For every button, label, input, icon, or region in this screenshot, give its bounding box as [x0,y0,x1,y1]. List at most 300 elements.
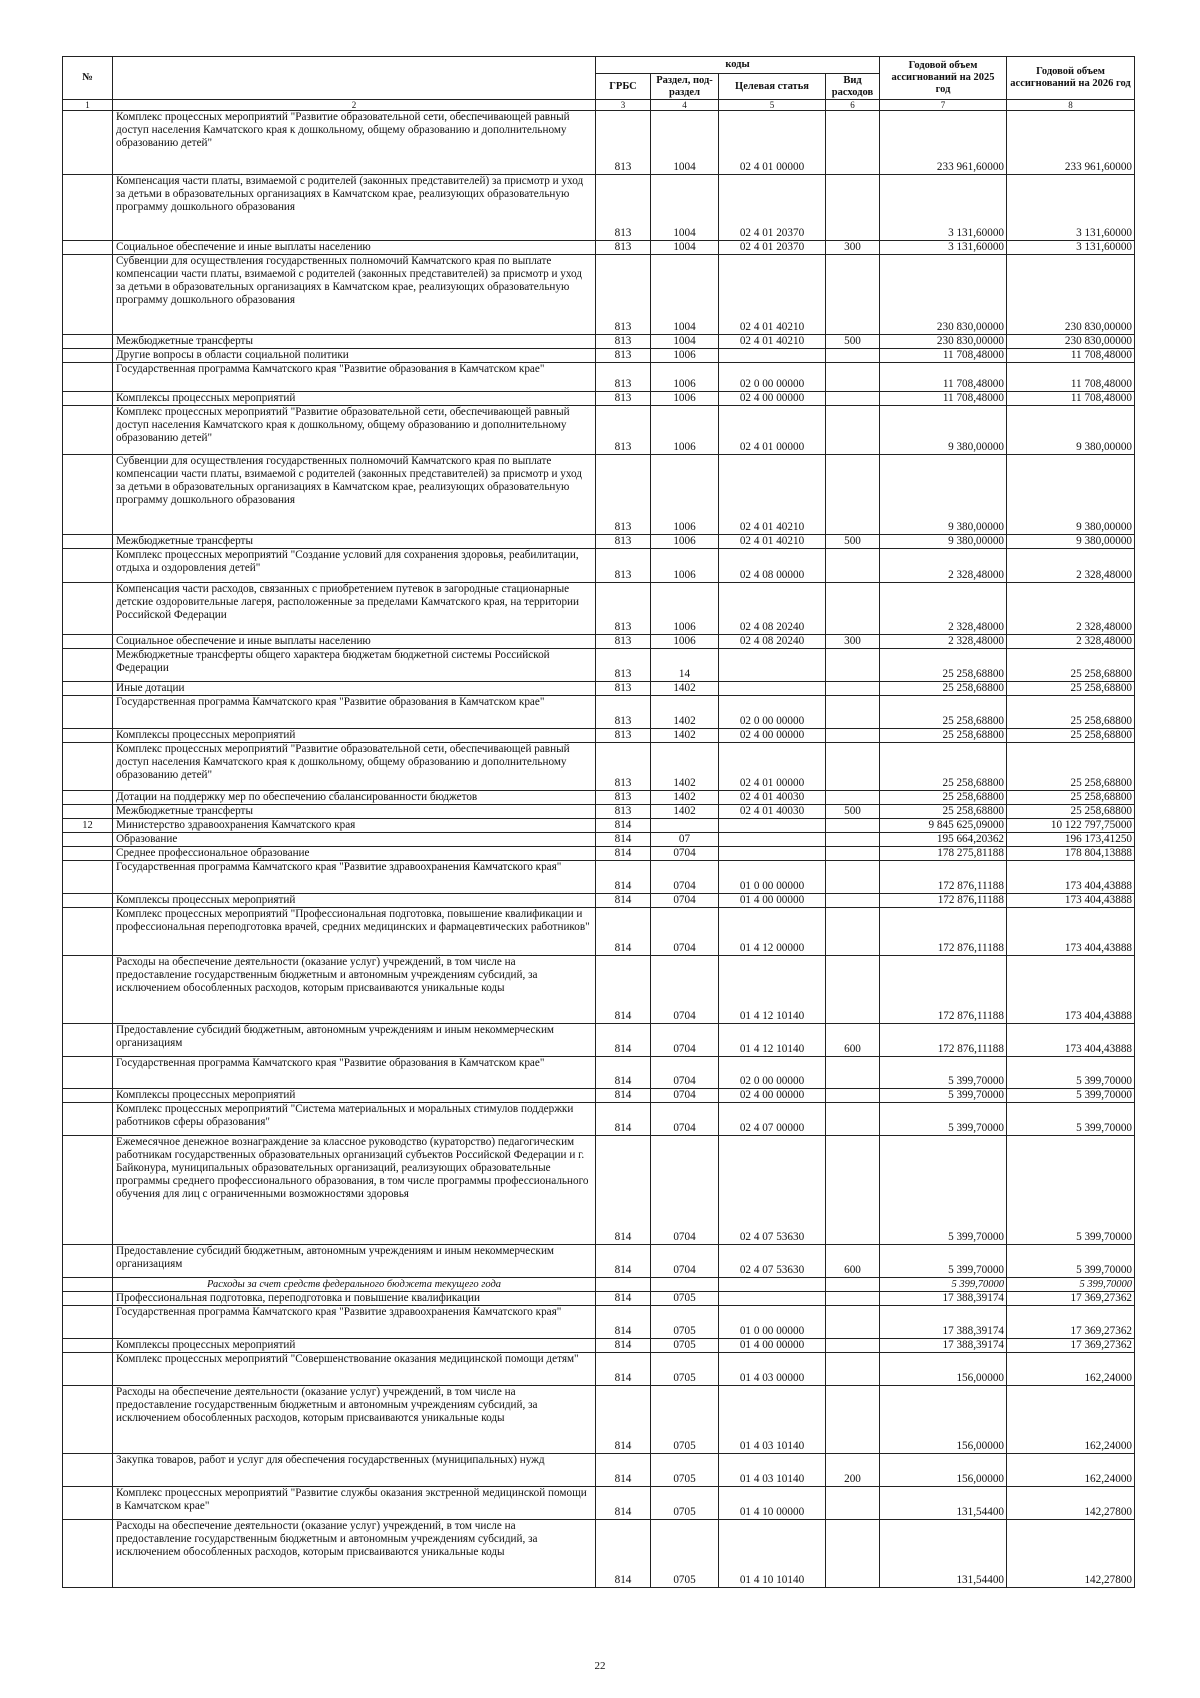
row-name: Государственная программа Камчатского края "Развитие образования в Камчатском крае" [113,1057,596,1089]
row-target-article: 01 4 03 10140 [719,1454,826,1487]
row-section: 1004 [651,335,719,349]
row-section: 1006 [651,549,719,583]
row-number [63,1386,113,1454]
budget-table-sheet [62,56,1134,1588]
row-grbs [596,1278,651,1292]
row-target-article: 02 4 00 00000 [719,392,826,406]
row-amount-2025: 25 258,68800 [880,743,1007,791]
table-row [63,1353,1135,1386]
row-expense-type: 200 [826,1454,880,1487]
row-amount-2025: 11 708,48000 [880,392,1007,406]
row-grbs: 814 [596,894,651,908]
row-number [63,406,113,455]
row-amount-2026: 3 131,60000 [1007,241,1135,255]
row-section: 0704 [651,861,719,894]
row-section [651,1278,719,1292]
row-section: 1402 [651,743,719,791]
row-amount-2026: 2 328,48000 [1007,549,1135,583]
table-row [63,1487,1135,1520]
row-grbs: 814 [596,956,651,1024]
row-target-article: 02 4 01 40030 [719,805,826,819]
row-grbs: 814 [596,1245,651,1278]
row-expense-type [826,729,880,743]
row-amount-2025: 9 380,00000 [880,535,1007,549]
row-grbs: 814 [596,1353,651,1386]
row-number [63,1292,113,1306]
row-name: Социальное обеспечение и иные выплаты населению [113,241,596,255]
row-name: Государственная программа Камчатского края "Развитие здравоохранения Камчатского края" [113,861,596,894]
row-target-article: 01 0 00 00000 [719,1306,826,1339]
row-amount-2025: 25 258,68800 [880,649,1007,682]
column-number: 5 [719,100,826,111]
row-amount-2025: 230 830,00000 [880,335,1007,349]
row-target-article: 01 4 10 10140 [719,1520,826,1588]
row-grbs: 814 [596,1024,651,1057]
row-amount-2025: 11 708,48000 [880,363,1007,392]
row-name: Дотации на поддержку мер по обеспечению сбалансированности бюджетов [113,791,596,805]
row-section: 1006 [651,455,719,535]
table-row [63,1103,1135,1136]
row-section: 0704 [651,847,719,861]
row-name: Комплекс процессных мероприятий "Развитие образовательной сети, обеспечивающей равный доступ населения Камчатского края к дошкольному, общему образованию и дополнительному образованию детей" [113,406,596,455]
row-name: Социальное обеспечение и иные выплаты населению [113,635,596,649]
row-name: Расходы за счет средств федерального бюджета текущего года [113,1278,596,1292]
row-section: 0705 [651,1386,719,1454]
row-name: Министерство здравоохранения Камчатского края [113,819,596,833]
row-number [63,1103,113,1136]
row-amount-2026: 9 380,00000 [1007,535,1135,549]
row-target-article: 01 0 00 00000 [719,861,826,894]
row-amount-2026: 17 369,27362 [1007,1306,1135,1339]
row-target-article [719,1292,826,1306]
row-name: Ежемесячное денежное вознаграждение за классное руководство (кураторство) педагогическим работникам государственных образовательных организаций субъектов Российской Федерации и г. Байконура, муниципальных образовательных организаций, реализующих образовательные программы среднего профессионального образования, в том числе программы профессионального обучения для лиц с ограниченными возможностями здоровья [113,1136,596,1245]
row-expense-type [826,819,880,833]
row-section: 1006 [651,583,719,635]
table-row [63,908,1135,956]
row-grbs: 813 [596,791,651,805]
row-amount-2025: 131,54400 [880,1487,1007,1520]
row-expense-type [826,1386,880,1454]
row-target-article [719,349,826,363]
row-grbs: 814 [596,1520,651,1588]
column-numbers-row [63,100,1135,111]
row-grbs: 814 [596,861,651,894]
row-amount-2025: 172 876,11188 [880,894,1007,908]
row-grbs: 813 [596,363,651,392]
table-row [63,549,1135,583]
row-target-article: 02 4 00 00000 [719,729,826,743]
row-section: 1402 [651,791,719,805]
row-section: 0704 [651,894,719,908]
row-target-article: 02 4 01 40210 [719,455,826,535]
row-amount-2025: 9 380,00000 [880,406,1007,455]
row-name: Иные дотации [113,682,596,696]
row-grbs: 813 [596,549,651,583]
row-amount-2026: 173 404,43888 [1007,908,1135,956]
row-amount-2026: 25 258,68800 [1007,696,1135,729]
table-row [63,805,1135,819]
row-grbs: 813 [596,729,651,743]
row-section: 07 [651,833,719,847]
row-amount-2026: 3 131,60000 [1007,175,1135,241]
row-amount-2025: 5 399,70000 [880,1103,1007,1136]
row-expense-type [826,1136,880,1245]
row-target-article: 02 4 07 53630 [719,1245,826,1278]
row-target-article: 02 4 00 00000 [719,1089,826,1103]
row-number [63,1245,113,1278]
row-number [63,847,113,861]
column-number: 2 [113,100,596,111]
row-amount-2026: 5 399,70000 [1007,1245,1135,1278]
row-grbs: 813 [596,255,651,335]
row-name: Комплекс процессных мероприятий "Создание условий для сохранения здоровья, реабилитации, отдыха и оздоровления детей" [113,549,596,583]
header-expense: Вид расходов [826,74,880,100]
row-section: 1004 [651,255,719,335]
row-grbs: 813 [596,349,651,363]
row-section: 0704 [651,908,719,956]
table-row [63,649,1135,682]
row-expense-type [826,908,880,956]
table-row [63,696,1135,729]
row-name: Межбюджетные трансферты [113,535,596,549]
row-target-article [719,649,826,682]
row-amount-2026: 173 404,43888 [1007,1024,1135,1057]
row-name: Комплекс процессных мероприятий "Развитие образовательной сети, обеспечивающей равный доступ населения Камчатского края к дошкольному, общему образованию и дополнительному образованию детей" [113,743,596,791]
table-row [63,175,1135,241]
row-section: 1004 [651,175,719,241]
row-target-article: 01 4 12 00000 [719,908,826,956]
row-section: 0704 [651,956,719,1024]
row-number [63,894,113,908]
row-expense-type [826,1520,880,1588]
row-grbs: 814 [596,847,651,861]
row-expense-type: 300 [826,635,880,649]
header-2026: Годовой объем ассигнований на 2026 год [1007,57,1135,100]
row-amount-2025: 230 830,00000 [880,255,1007,335]
row-name: Комплексы процессных мероприятий [113,729,596,743]
row-grbs: 814 [596,1057,651,1089]
row-number [63,1136,113,1245]
row-name: Другие вопросы в области социальной политики [113,349,596,363]
row-section: 0704 [651,1057,719,1089]
row-expense-type [826,649,880,682]
row-number [63,1306,113,1339]
row-name: Комплекс процессных мероприятий "Развитие службы оказания экстренной медицинской помощи в Камчатском крае" [113,1487,596,1520]
row-name: Комплексы процессных мероприятий [113,1089,596,1103]
table-row [63,392,1135,406]
row-expense-type [826,743,880,791]
row-amount-2026: 17 369,27362 [1007,1339,1135,1353]
row-number [63,791,113,805]
row-target-article: 02 4 08 00000 [719,549,826,583]
row-section: 0705 [651,1487,719,1520]
row-expense-type [826,682,880,696]
row-target-article: 02 4 07 00000 [719,1103,826,1136]
row-amount-2025: 25 258,68800 [880,729,1007,743]
row-expense-type [826,1306,880,1339]
row-number [63,696,113,729]
table-row [63,819,1135,833]
table-row [63,111,1135,175]
table-row [63,1136,1135,1245]
column-number: 4 [651,100,719,111]
row-amount-2025: 5 399,70000 [880,1278,1007,1292]
row-number [63,861,113,894]
row-target-article: 02 4 01 40210 [719,255,826,335]
row-section: 1006 [651,535,719,549]
row-number [63,729,113,743]
row-amount-2026: 173 404,43888 [1007,956,1135,1024]
row-grbs: 813 [596,111,651,175]
row-amount-2026: 11 708,48000 [1007,392,1135,406]
row-number [63,833,113,847]
table-row [63,833,1135,847]
table-row [63,255,1135,335]
row-grbs: 813 [596,649,651,682]
row-target-article: 02 0 00 00000 [719,1057,826,1089]
row-name: Закупка товаров, работ и услуг для обеспечения государственных (муниципальных) нужд [113,1454,596,1487]
row-number [63,455,113,535]
row-name: Комплекс процессных мероприятий "Профессиональная подготовка, повышение квалификации и профессиональная переподготовка врачей, средних медицинских и фармацевтических работников" [113,908,596,956]
row-section: 1402 [651,682,719,696]
column-number: 7 [880,100,1007,111]
row-expense-type [826,1089,880,1103]
table-row [63,1245,1135,1278]
column-number: 6 [826,100,880,111]
column-number: 8 [1007,100,1135,111]
row-number [63,175,113,241]
row-name: Расходы на обеспечение деятельности (оказание услуг) учреждений, в том числе на предоставление государственным бюджетным и автономным учреждениям субсидий, за исключением обособленных расходов, которым присваиваются уникальные коды [113,956,596,1024]
row-amount-2026: 9 380,00000 [1007,455,1135,535]
row-name: Предоставление субсидий бюджетным, автономным учреждениям и иным некоммерческим организациям [113,1245,596,1278]
row-target-article [719,847,826,861]
row-number [63,363,113,392]
row-grbs: 813 [596,455,651,535]
row-expense-type: 500 [826,335,880,349]
budget-table [62,56,1135,1588]
row-amount-2026: 173 404,43888 [1007,861,1135,894]
row-target-article: 01 4 00 00000 [719,1339,826,1353]
row-grbs: 813 [596,696,651,729]
row-number: 12 [63,819,113,833]
row-number [63,956,113,1024]
row-number [63,392,113,406]
table-body [63,111,1135,1588]
table-row [63,1024,1135,1057]
row-expense-type [826,1353,880,1386]
row-grbs: 813 [596,535,651,549]
row-expense-type [826,1487,880,1520]
row-target-article [719,819,826,833]
row-target-article: 02 4 01 40210 [719,535,826,549]
row-amount-2025: 3 131,60000 [880,175,1007,241]
row-expense-type [826,1292,880,1306]
row-expense-type [826,833,880,847]
row-target-article: 02 4 08 20240 [719,635,826,649]
row-section: 0705 [651,1306,719,1339]
row-number [63,908,113,956]
table-row [63,1057,1135,1089]
row-amount-2025: 5 399,70000 [880,1136,1007,1245]
row-number [63,241,113,255]
row-target-article: 01 4 12 10140 [719,1024,826,1057]
row-amount-2026: 162,24000 [1007,1454,1135,1487]
row-amount-2026: 25 258,68800 [1007,791,1135,805]
table-row [63,583,1135,635]
row-amount-2026: 233 961,60000 [1007,111,1135,175]
row-target-article [719,833,826,847]
row-target-article: 02 4 01 20370 [719,175,826,241]
row-amount-2026: 230 830,00000 [1007,255,1135,335]
row-expense-type: 600 [826,1245,880,1278]
row-grbs: 813 [596,583,651,635]
row-amount-2026: 10 122 797,75000 [1007,819,1135,833]
header-num: № [63,57,113,100]
row-name: Компенсация части платы, взимаемой с родителей (законных представителей) за присмотр и уход за детьми в образовательных организациях в Камчатском крае, реализующих образовательную программу дошкольного образования [113,175,596,241]
row-target-article: 02 4 01 00000 [719,111,826,175]
row-amount-2026: 162,24000 [1007,1386,1135,1454]
row-number [63,743,113,791]
row-number [63,1339,113,1353]
row-amount-2026: 230 830,00000 [1007,335,1135,349]
table-row [63,1089,1135,1103]
row-number [63,1353,113,1386]
row-grbs: 814 [596,1487,651,1520]
row-expense-type [826,549,880,583]
row-grbs: 814 [596,833,651,847]
row-amount-2025: 172 876,11188 [880,1024,1007,1057]
row-name: Межбюджетные трансферты [113,805,596,819]
row-amount-2025: 172 876,11188 [880,956,1007,1024]
table-row [63,1292,1135,1306]
row-expense-type [826,956,880,1024]
row-expense-type [826,363,880,392]
row-amount-2025: 11 708,48000 [880,349,1007,363]
row-number [63,649,113,682]
row-amount-2025: 172 876,11188 [880,861,1007,894]
row-number [63,255,113,335]
row-target-article: 02 0 00 00000 [719,696,826,729]
row-number [63,335,113,349]
table-row [63,1454,1135,1487]
row-expense-type [826,255,880,335]
row-grbs: 814 [596,1292,651,1306]
row-number [63,549,113,583]
row-name: Комплекс процессных мероприятий "Совершенствование оказания медицинской помощи детям" [113,1353,596,1386]
row-expense-type: 500 [826,805,880,819]
row-amount-2026: 25 258,68800 [1007,743,1135,791]
row-amount-2026: 5 399,70000 [1007,1057,1135,1089]
row-number [63,635,113,649]
header-grbs: ГРБС [596,74,651,100]
row-amount-2025: 25 258,68800 [880,805,1007,819]
table-row [63,861,1135,894]
row-section: 0705 [651,1520,719,1588]
row-section: 0705 [651,1339,719,1353]
row-target-article: 01 4 00 00000 [719,894,826,908]
row-amount-2025: 9 380,00000 [880,455,1007,535]
row-name: Государственная программа Камчатского края "Развитие образования в Камчатском крае" [113,696,596,729]
row-amount-2025: 178 275,81188 [880,847,1007,861]
row-expense-type [826,696,880,729]
row-expense-type: 500 [826,535,880,549]
table-row [63,743,1135,791]
header-name [113,57,596,100]
row-amount-2026: 196 173,41250 [1007,833,1135,847]
row-expense-type: 600 [826,1024,880,1057]
row-section: 14 [651,649,719,682]
row-name: Компенсация части расходов, связанных с приобретением путевок в загородные стационарные детские оздоровительные лагеря, расположенные за пределами Камчатского края, на территории Российской Федерации [113,583,596,635]
row-expense-type [826,1339,880,1353]
row-grbs: 813 [596,635,651,649]
row-number [63,111,113,175]
table-header [63,57,1135,111]
row-section: 0704 [651,1089,719,1103]
row-name: Комплекс процессных мероприятий "Развитие образовательной сети, обеспечивающей равный доступ населения Камчатского края к дошкольному, общему образованию и дополнительному образованию детей" [113,111,596,175]
table-row [63,894,1135,908]
row-grbs: 814 [596,908,651,956]
row-section: 0704 [651,1245,719,1278]
table-row [63,335,1135,349]
row-amount-2026: 5 399,70000 [1007,1136,1135,1245]
row-grbs: 814 [596,1306,651,1339]
table-row [63,455,1135,535]
row-expense-type [826,791,880,805]
row-amount-2025: 2 328,48000 [880,549,1007,583]
table-row [63,1520,1135,1588]
row-expense-type [826,392,880,406]
table-row [63,535,1135,549]
row-amount-2026: 142,27800 [1007,1520,1135,1588]
row-number [63,1278,113,1292]
table-row [63,1386,1135,1454]
row-name: Комплекс процессных мероприятий "Система материальных и моральных стимулов поддержки работников сферы образования" [113,1103,596,1136]
header-section: Раздел, под-раздел [651,74,719,100]
row-expense-type [826,847,880,861]
row-section: 0705 [651,1292,719,1306]
column-number: 3 [596,100,651,111]
row-grbs: 814 [596,1454,651,1487]
row-amount-2025: 25 258,68800 [880,791,1007,805]
row-grbs: 814 [596,1136,651,1245]
row-section: 1006 [651,635,719,649]
table-row [63,635,1135,649]
row-amount-2025: 17 388,39174 [880,1292,1007,1306]
row-name: Комплексы процессных мероприятий [113,894,596,908]
row-number [63,1024,113,1057]
row-grbs: 813 [596,743,651,791]
table-row-note [63,1278,1135,1292]
row-expense-type [826,455,880,535]
row-grbs: 813 [596,335,651,349]
row-section: 1006 [651,392,719,406]
row-section: 1402 [651,729,719,743]
row-expense-type [826,861,880,894]
row-amount-2025: 156,00000 [880,1454,1007,1487]
row-section: 1004 [651,241,719,255]
table-row [63,363,1135,392]
row-number [63,1454,113,1487]
row-section: 1402 [651,805,719,819]
header-target: Целевая статья [719,74,826,100]
row-name: Государственная программа Камчатского края "Развитие здравоохранения Камчатского края" [113,1306,596,1339]
table-row [63,349,1135,363]
header-codes: коды [596,57,880,74]
page-number: 22 [594,1660,606,1672]
row-amount-2026: 5 399,70000 [1007,1278,1135,1292]
row-section: 1004 [651,111,719,175]
row-section: 1006 [651,406,719,455]
